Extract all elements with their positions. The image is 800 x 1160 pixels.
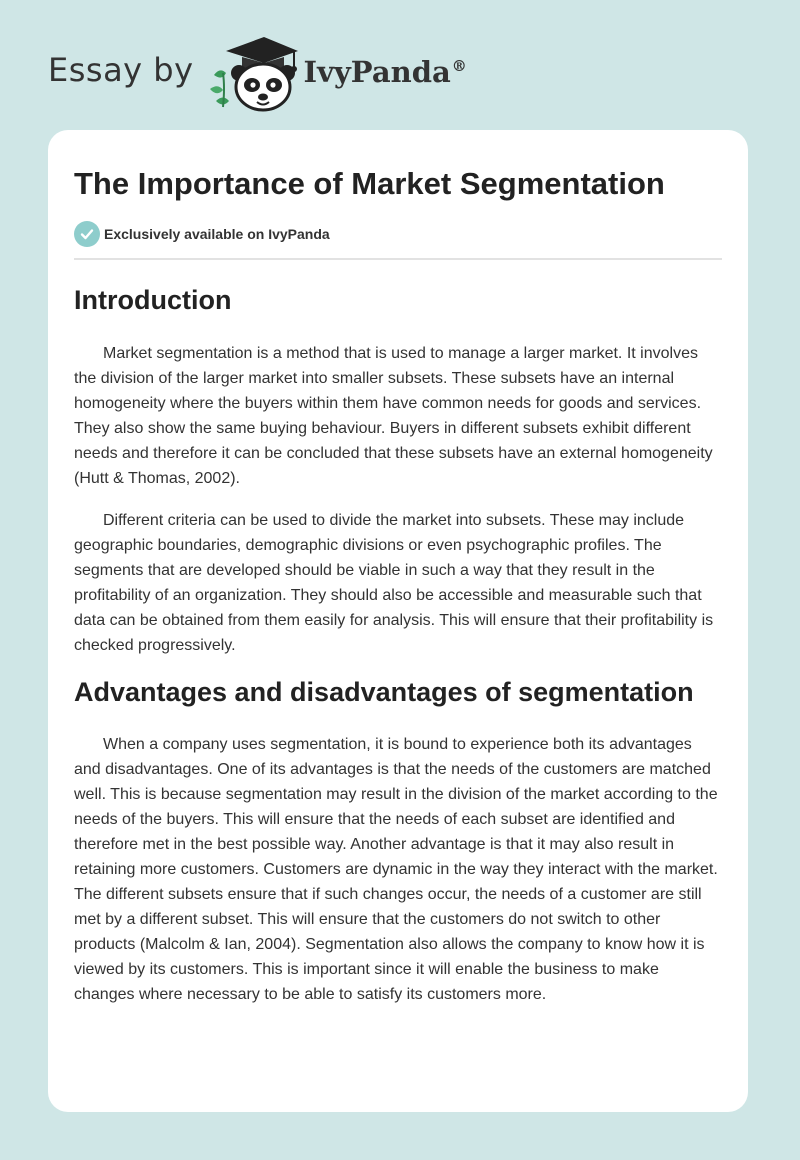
- paragraph: When a company uses segmentation, it is bound to experience both its advantages and disadvantages. One of its advantages is that the needs of the customers are matched well. This is because segmentation may result in the division of the market according to the needs of the buyers. This will ensure that the needs of each subset are identified and therefore met in the best possible way. Another advantage is that it may also result in retaining more customers. Customers are dynamic in the way they interact with the market. The different subsets ensure that if such changes occur, the needs of a customer are still met by a different subset. This will ensure that the customers do not switch to other products (Malcolm & Ian, 2004). Segmentation also allows the company to know how it is viewed by its customers. This is important since it will enable the business to make changes where necessary to be able to satisfy its customers more.: [74, 736, 718, 1003]
- essay-by-label: Essay by: [48, 51, 194, 89]
- section-heading-introduction: Introduction: [74, 285, 232, 315]
- exclusive-badge-label: Exclusively available on IvyPanda: [104, 226, 330, 242]
- registered-mark: ®: [451, 57, 467, 76]
- essay-title: The Importance of Market Segmentation: [74, 166, 665, 201]
- exclusive-badge: [74, 220, 722, 248]
- brand-name[interactable]: IvyPanda®: [303, 55, 467, 89]
- check-icon: [74, 221, 100, 247]
- paragraph: Market segmentation is a method that is used to manage a larger market. It involves the division of the larger market into smaller subsets. These subsets have an internal homogeneity where the buyers within them have common needs for goods and services. They also show the same buying behaviour. Buyers in different subsets exhibit different needs and therefore it can be concluded that these subsets have an external homogeneity (Hutt & Thomas, 2002).: [74, 345, 713, 487]
- site-header: [48, 34, 467, 114]
- divider: [74, 258, 722, 260]
- panda-graduate-logo-icon[interactable]: [208, 35, 300, 113]
- essay-card: [48, 130, 748, 1112]
- section-heading-advantages: Advantages and disadvantages of segmentation: [74, 677, 694, 707]
- paragraph: Different criteria can be used to divide the market into subsets. These may include geographic boundaries, demographic divisions or even psychographic profiles. The segments that are developed should be viable in such a way that they result in the profitability of an organization. They should also be accessible and measurable such that data can be obtained from them easily for analysis. This will ensure that their profitability is checked progressively.: [74, 512, 714, 654]
